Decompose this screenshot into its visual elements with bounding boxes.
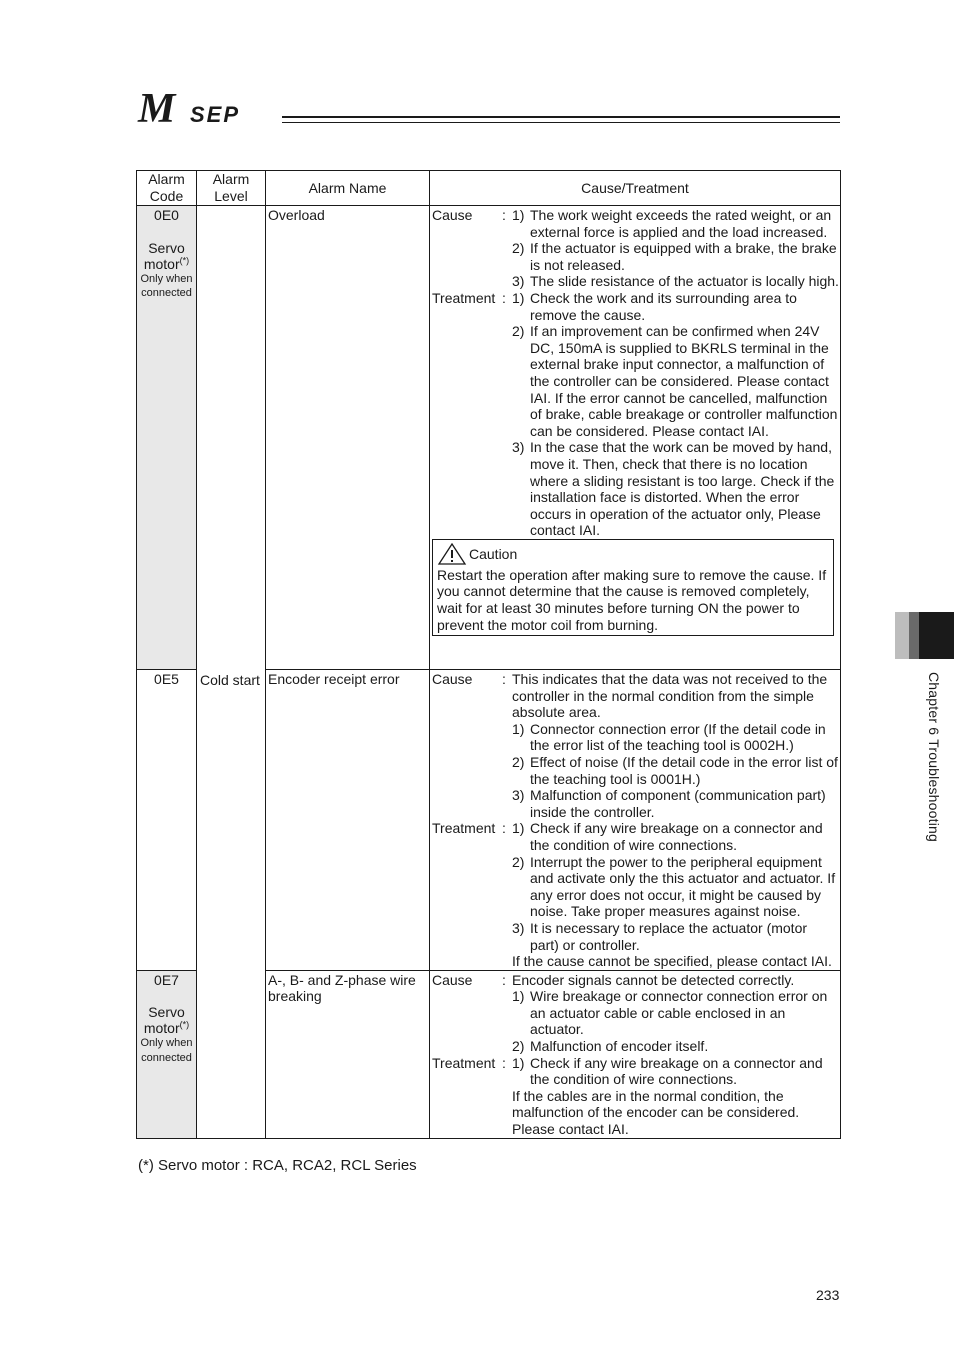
treatment-label: Treatment	[432, 289, 496, 306]
header-rule-thick	[282, 116, 840, 118]
alarm-code: 0E7	[154, 971, 179, 988]
servo-motor-label: Servo motor(*)	[143, 1004, 190, 1037]
cause-item: Wire breakage or connector connection error on an actuator cable or cable enclosed in an actuator.	[530, 988, 828, 1038]
cause-intro: Encoder signals cannot be detected correctly.	[512, 971, 795, 988]
cause-item: Malfunction of encoder itself.	[530, 1038, 709, 1055]
alarm-code: 0E0	[154, 207, 179, 223]
alarm-code-cell	[137, 206, 197, 670]
servo-motor-label: Servo motor(*)	[143, 239, 190, 272]
cause-item: The work weight exceeds the rated weight, or an external force is applied and the load increased.	[530, 207, 832, 240]
caution-text: Restart the operation after making sure to remove the cause. If you cannot determine that the cause is removed completely, wait for at least 30 minutes before turning ON the power to prevent the motor coil from burning.	[437, 566, 827, 633]
alarm-name: Overload	[266, 206, 430, 670]
treatment-item: If an improvement can be confirmed when 24V DC, 150mA is supplied to BKRLS terminal in the external brake input connector, a malfunction of the controller can be considered. Please contact IAI. If the error cannot be cancelled, malfunction of brake, cable breakage or controller malfunction can be considered. Please contact IAI.	[530, 323, 838, 439]
table-header-row	[137, 171, 841, 206]
cause-item: Connector connection error (If the detail code in the error list of the teaching tool is 0002H.)	[530, 720, 826, 754]
header-alarm-name: Alarm Name	[266, 171, 430, 206]
header-rule-thin	[282, 122, 840, 123]
only-when-connected: Only when connected	[140, 1037, 193, 1064]
header-cause-treatment: Cause/Treatment	[430, 171, 841, 206]
caution-title: Caution	[469, 545, 518, 562]
alarm-name: A-, B- and Z-phase wire breaking	[266, 970, 430, 1138]
alarm-code-cell	[137, 670, 197, 971]
warning-triangle-icon	[437, 543, 467, 565]
treatment-item: Check if any wire breakage on a connector and the condition of wire connections.	[530, 1054, 823, 1088]
header-alarm-level: Alarm Level	[197, 171, 266, 206]
treatment-item: In the case that the work can be moved by hand, move it. Then, check that there is no location where a sliding resistant is too large. Check if the installation face is distorted. When the error occurs in operation of the actuator only, Please contact IAI.	[530, 439, 835, 539]
alarm-name: Encoder receipt error	[266, 670, 430, 971]
treatment-outro: If the cables are in the normal condition, the malfunction of the encoder can be considered. Please contact IAI.	[512, 1087, 800, 1138]
cause-label: Cause	[432, 671, 473, 687]
cause-intro: This indicates that the data was not received to the controller in the normal condition from the simple absolute area.	[512, 671, 828, 721]
page-number: 233	[816, 1287, 840, 1303]
chapter-tab	[895, 612, 954, 659]
cause-label: Cause	[432, 207, 473, 223]
logo-sep: SEP	[190, 102, 241, 127]
logo-m: M	[138, 86, 175, 132]
cause-label: Cause	[432, 971, 473, 988]
chapter-label: Chapter 6 Troubleshooting	[926, 672, 942, 842]
treatment-outro: If the cause cannot be specified, please contact IAI.	[512, 953, 832, 970]
cause-treatment-cell: Cause : Encoder signals cannot be detected correctly. 1) Wire breakage or connector connection error on an actuator cable or cable enclosed in an actuator. 2) Malfunction of encoder itself. Treatment : 1) Check if any wire breakage on a connector and the condition of wire connections. If the cables are in the normal condition, the malfunction of the encoder can be considered. Please contact IAI.	[430, 970, 841, 1138]
header-alarm-code: Alarm Code	[137, 171, 197, 206]
cause-item: Malfunction of component (communication part) inside the controller.	[530, 787, 826, 820]
cause-item: Effect of noise (If the detail code in the error list of the teaching tool is 0001H.)	[530, 753, 838, 787]
cause-treatment-cell: Cause : 1) The work weight exceeds the rated weight, or an external force is applied and the load increased. 2) If the actuator is equipped with a brake, the brake is not released. 3) The slide resistance of the actuator is locally high. Treatment : 1) Check the work and its surrounding area to remove the cause. 2) If an improvement can be confirmed when 24V DC, 150mA is supplied to BKRLS terminal in the external brake input connector, a malfunction of the controller can be considered. Please contact IAI. If the error cannot be cancelled, malfunction of brake, cable breakage or controller malfunction can be considered. Please contact IAI. 3) In the case that the work can be moved by hand, move it. Then, check that there is no location where a sliding resistant is too large. Check if the installation face is distorted. When the error occurs in operation of the actuator only, Please contact IAI. Caution Restart the operation after making sure to remove the cause. If you cannot determine that the cause is removed completely, wait for at least 30 minutes before turning ON the power to prevent the motor coil from burning.	[430, 206, 841, 670]
alarm-table	[136, 170, 841, 1139]
table-row	[137, 206, 841, 670]
alarm-code-cell	[137, 970, 197, 1138]
caution-box	[432, 539, 834, 636]
treatment-item: It is necessary to replace the actuator (motor part) or controller.	[530, 919, 808, 953]
treatment-label: Treatment	[432, 820, 496, 837]
only-when-connected: Only when connected	[140, 272, 193, 300]
msep-logo	[138, 86, 278, 132]
cause-treatment-cell: Cause : This indicates that the data was not received to the controller in the normal condition from the simple absolute area. 1) Connector connection error (If the detail code in the error list of the teaching tool is 0002H.) 2) Effect of noise (If the detail code in the error list of the teaching tool is 0001H.) 3) Malfunction of component (communication part) inside the controller. Treatment : 1) Check if any wire breakage on a connector and the condition of wire connections. 2) Interrupt the power to the peripheral equipment and activate only the this actuator and actuator. If any error does not occur, it might be caused by noise. Take proper measures against noise. 3) It is necessary to replace the actuator (motor part) or controller. If the cause cannot be specified, please contact IAI.	[430, 670, 841, 971]
alarm-level: Cold start	[200, 672, 260, 688]
treatment-item: Check if any wire breakage on a connector and the condition of wire connections.	[530, 820, 823, 853]
alarm-level-cell	[197, 206, 266, 1139]
treatment-item: Interrupt the power to the peripheral equipment and activate only the this actuator and actuator. If any error does not occur, it might be caused by noise. Take proper measures against noise.	[530, 853, 836, 920]
cause-item: The slide resistance of the actuator is locally high.	[530, 273, 839, 290]
footnote: (*) Servo motor : RCA, RCA2, RCL Series	[138, 1157, 417, 1174]
treatment-label: Treatment	[432, 1054, 496, 1071]
cause-item: If the actuator is equipped with a brake, the brake is not released.	[530, 240, 837, 273]
alarm-code: 0E5	[154, 671, 179, 687]
treatment-item: Check the work and its surrounding area to remove the cause.	[530, 289, 797, 323]
